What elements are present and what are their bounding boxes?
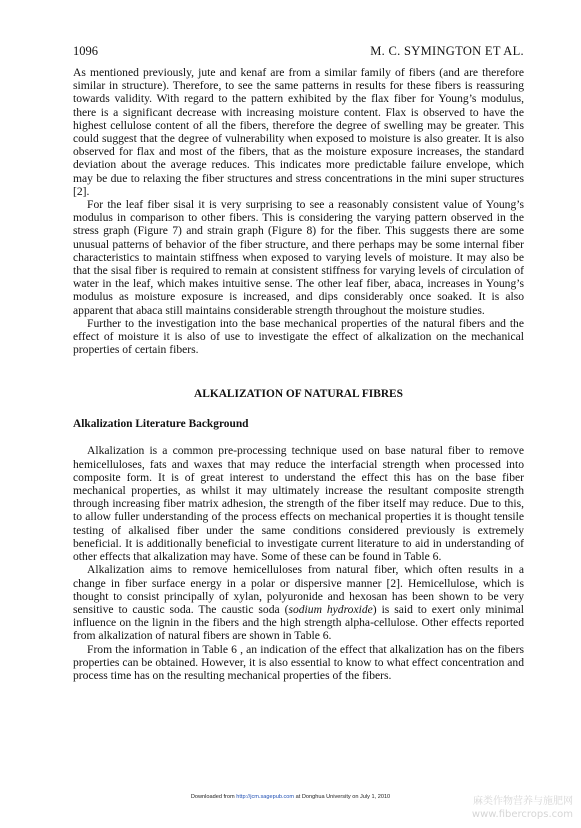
page-number: 1096 <box>73 44 98 58</box>
paragraph-text: Alkalization aims to remove hemicelluloses from natural fiber, which often results in a change in fiber surface energy in a polar or dispersive manner [2]. Hemicellulose, which is thought to consist principally of xylan, polyuronide and hexosan has been shown to be very sensitive to caustic soda. The caustic soda ( <box>73 563 524 616</box>
paragraph-text: ) is said to exert only minimal influence on the lignin in the fibers and the high strength alpha-cellulose. Other effects reported from alkalization of natural fibers are shown in Table 6. <box>73 602 524 643</box>
subsection-heading: Alkalization Literature Background <box>73 418 249 431</box>
body-paragraph: From the information in Table 6 , an indication of the effect that alkalization has on the fibers properties can be obtained. However, it is also essential to know to what effect concentration and process time has on the resulting mechanical properties of the fibers. <box>73 642 524 682</box>
page-body <box>73 66 524 682</box>
footer-suffix: at Donghua University on July 1, 2010 <box>294 794 391 800</box>
body-paragraph: Further to the investigation into the base mechanical properties of the natural fibers and the effect of moisture it is also of use to investigate the effect of alkalization on the mechanical properties of certain fibers. <box>73 316 524 357</box>
footer-link[interactable]: http://jcm.sagepub.com <box>236 794 295 800</box>
body-paragraph <box>73 563 524 642</box>
section-heading: ALKALIZATION OF NATURAL FIBRES <box>194 388 403 401</box>
page-header <box>73 44 524 60</box>
italic-term: sodium hydroxide <box>288 602 373 616</box>
footer-prefix: Downloaded from <box>190 794 237 800</box>
watermark-line: 麻类作物营养与施肥网 <box>473 796 573 807</box>
running-head: M. C. SYMINGTON ET AL. <box>370 44 524 58</box>
watermark-line: www.fibercrops.com <box>471 809 573 820</box>
body-paragraph: For the leaf fiber sisal it is very surprising to see a reasonably consistent value of Young’s modulus in comparison to other fibers. This is considering the varying pattern observed in the stress graph (Figure 7) and strain graph (Figure 8) for the fiber. This suggests there are some unusual patterns of behavior of the fiber structure, and there perhaps may be some internal fiber characteristics to maintain stiffness when exposed to varying levels of moisture. It may also be that the sisal fiber is required to remain at consistent stiffness for varying levels of circulation of water in the leaf, which makes intuitive sense. The other leaf fiber, abaca, increases in Young’s modulus as moisture exposure is increased, and dips considerably once soaked. It is also apparent that abaca still maintains considerable strength throughout the moisture studies. <box>73 198 524 317</box>
body-paragraph: As mentioned previously, jute and kenaf are from a similar family of fibers (and are therefore similar in structure). Therefore, to see the same patterns in results for these fibers is reassuring towards validity. With regard to the pattern exhibited by the flax fiber for Young’s modulus, there is a significant decrease with increasing moisture content. Flax is observed to have the highest cellulose content of all the fibers, therefore the degree of swelling may be greater. This could suggest that the degree of vulnerability when exposed to moisture is also greater. It is also observed for flax and most of the fibers, that as the moisture exposure increases, the standard deviation about the average reduces. This indicates more predictable failure envelope, which may be due to relaxing the fiber structures and stress concentrations in the mini super structures [2]. <box>73 66 524 198</box>
body-paragraph: Alkalization is a common pre-processing technique used on base natural fiber to remove hemicelluloses, fats and waxes that may reduce the interfacial strength when processed into composite form. It is of great interest to understand the effect this has on the base fiber mechanical properties, as whilst it may ultimately increase the resultant composite strength through increasing fiber matrix adhesion, the strength of the fiber itself may reduce. Due to this, to allow fuller understanding of the process effects on mechanical properties it is thought tensile testing of alkalised fiber under the same conditions considered previously is extremely beneficial. It is additionally beneficial to investigate current literature to aid in understanding of other effects that alkalization may have. Some of these can be found in Table 6. <box>73 444 524 564</box>
watermark <box>472 795 573 821</box>
